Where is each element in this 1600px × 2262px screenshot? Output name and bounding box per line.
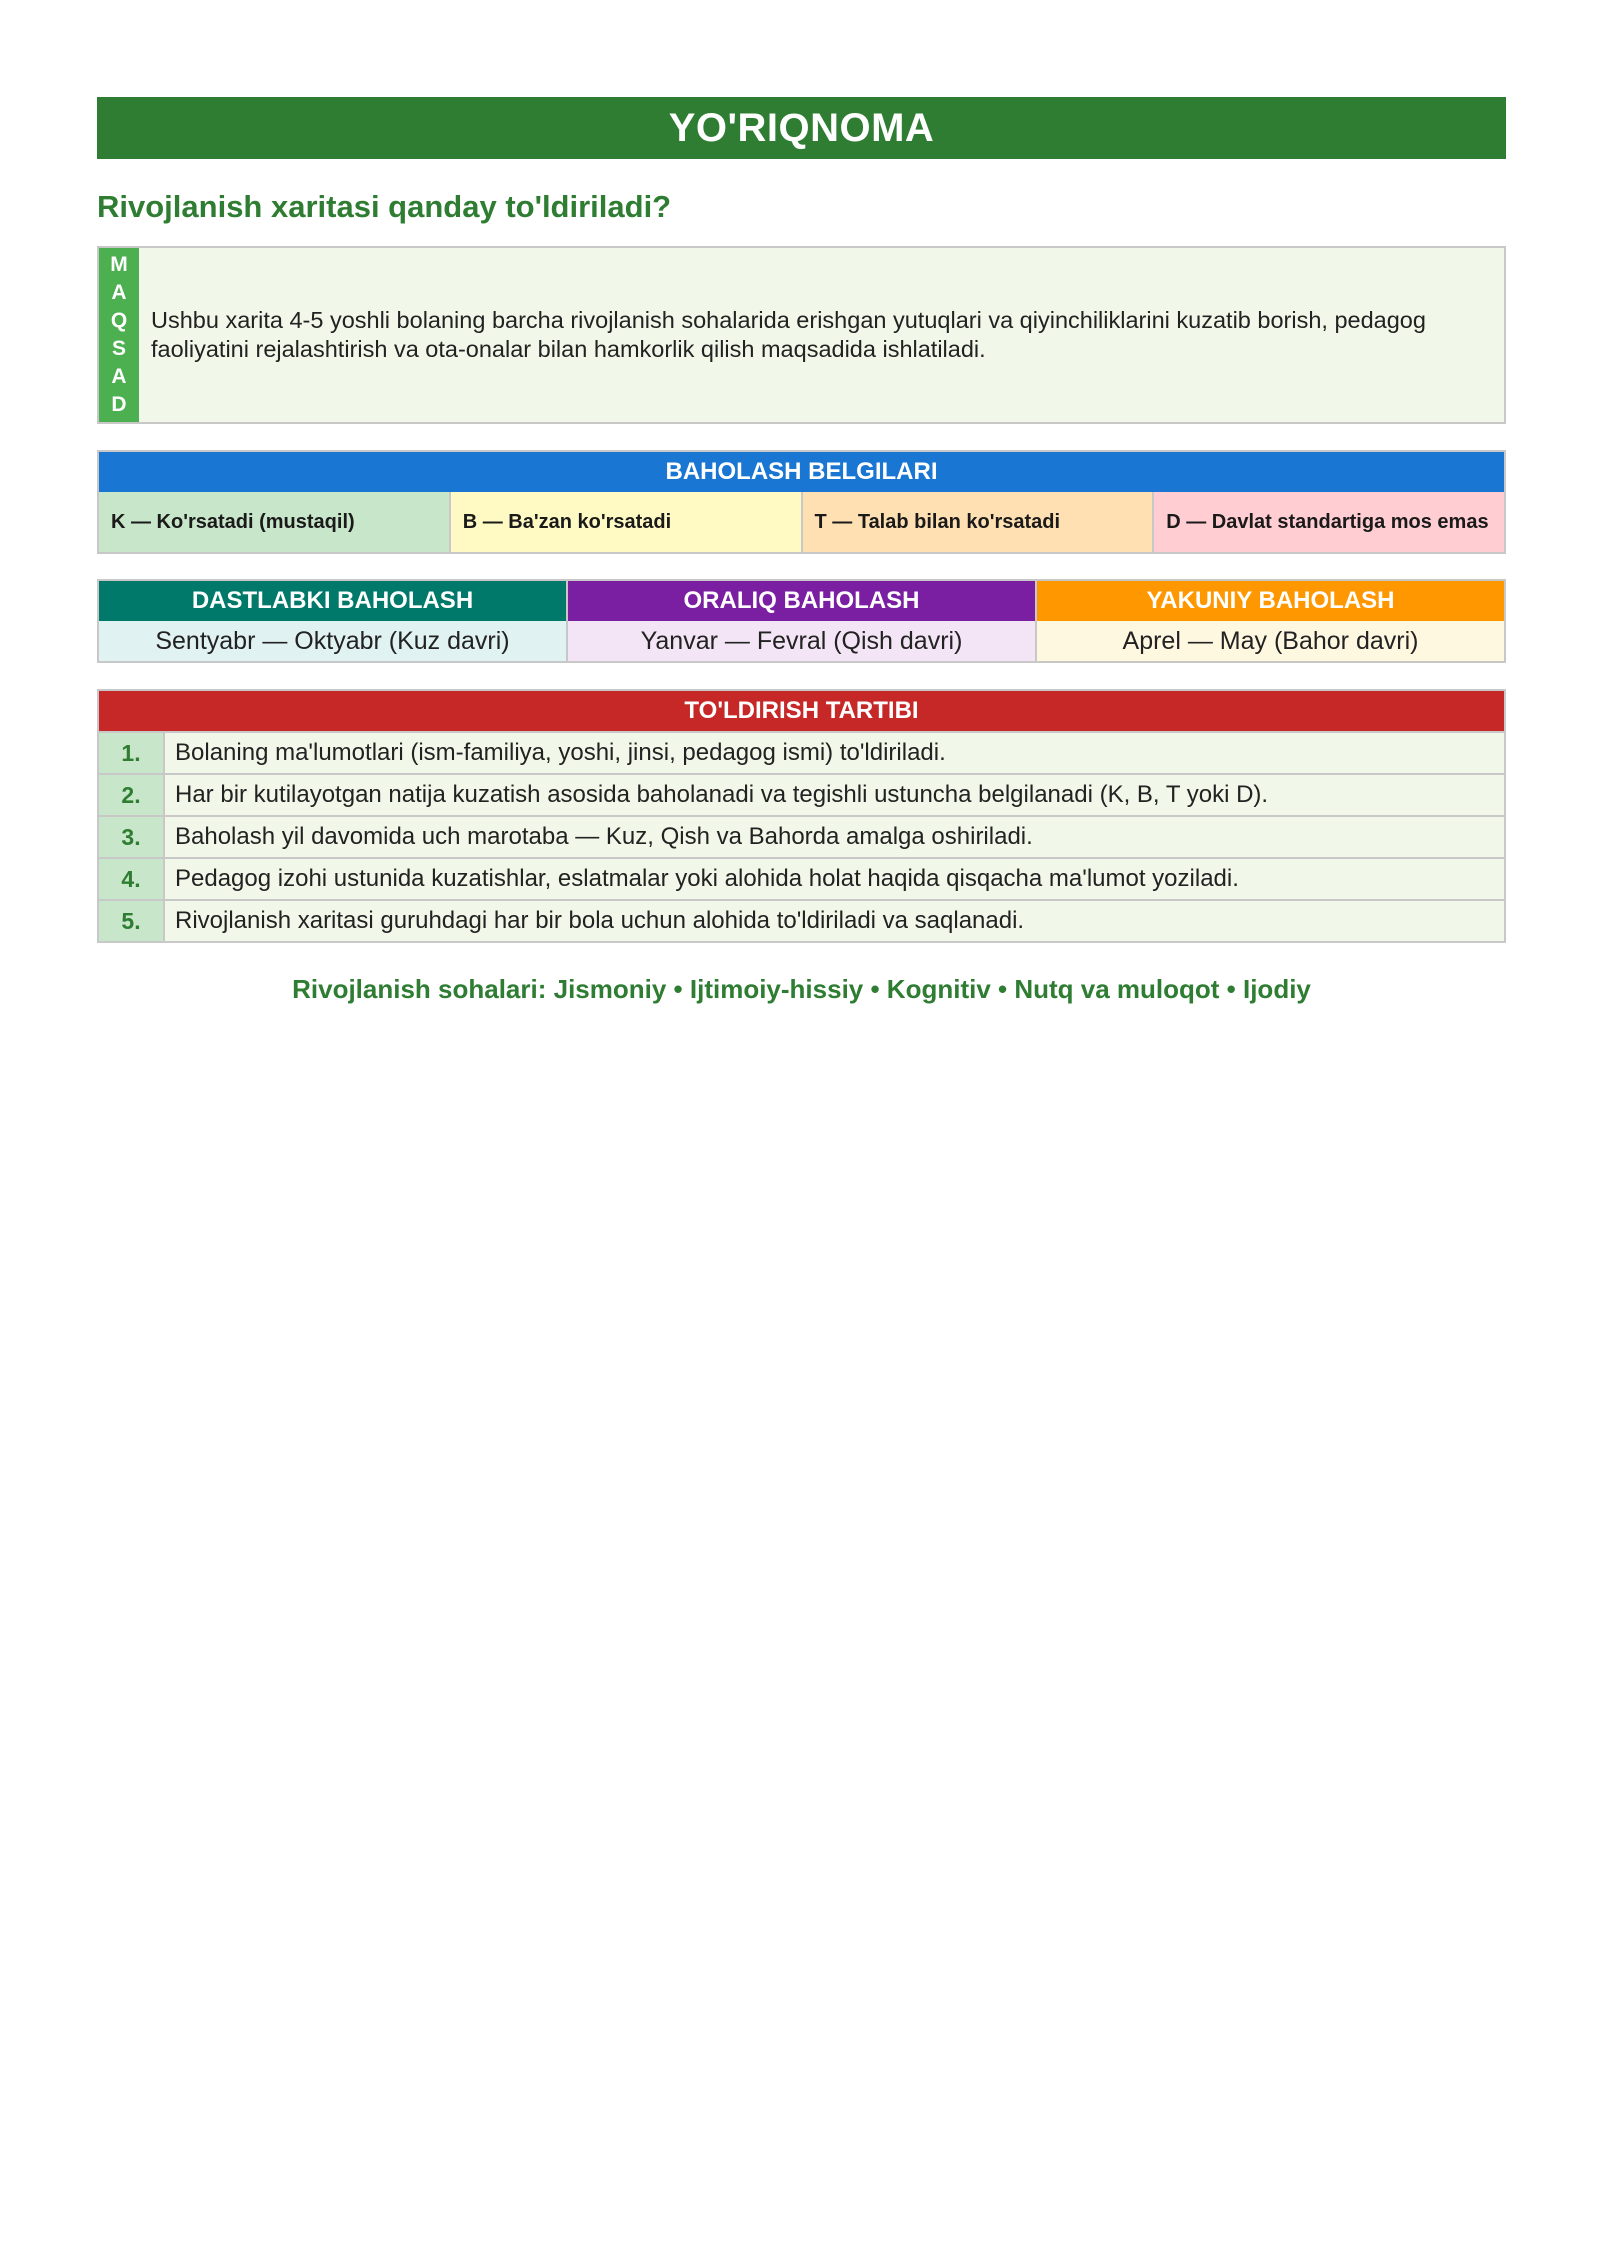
step-row bbox=[99, 899, 1504, 941]
maqsad-letter: A bbox=[111, 365, 127, 388]
maqsad-text: Ushbu xarita 4-5 yoshli bolaning barcha rivojlanish sohalarida erishgan yutuqlari va qiyinchiliklarini kuzatib borish, pedagog faoliyatini rejalashtirish va ota-onalar bilan hamkorlik qilish maqsadida ishlatiladi. bbox=[151, 307, 1426, 362]
development-areas-footer: Rivojlanish sohalari: Jismoniy • Ijtimoiy-hissiy • Kognitiv • Nutq va muloqot • Ijodiy bbox=[292, 974, 1311, 1004]
step-text: Rivojlanish xaritasi guruhdagi har bir bola uchun alohida to'ldiriladi va saqlanadi. bbox=[175, 907, 1025, 934]
step-row bbox=[99, 731, 1504, 773]
maqsad-side-label bbox=[99, 248, 139, 422]
subtitle: Rivojlanish xaritasi qanday to'ldiriladi? bbox=[97, 189, 672, 224]
legend-item-b: B — Ba'zan ko'rsatadi bbox=[451, 492, 803, 552]
step-number: 5. bbox=[99, 901, 165, 941]
period-initial bbox=[99, 581, 568, 661]
period-dates: Aprel — May (Bahor davri) bbox=[1037, 621, 1504, 661]
maqsad-letter: M bbox=[110, 253, 128, 276]
period-dates: Sentyabr — Oktyabr (Kuz davri) bbox=[99, 621, 566, 661]
maqsad-box bbox=[97, 246, 1506, 424]
assessment-periods bbox=[97, 579, 1506, 663]
maqsad-letter: D bbox=[111, 393, 127, 416]
steps-header: TO'LDIRISH TARTIBI bbox=[99, 691, 1504, 731]
step-text: Pedagog izohi ustunida kuzatishlar, eslatmalar yoki alohida holat haqida qisqacha ma'lumot yoziladi. bbox=[175, 865, 1239, 892]
legend-item-t: T — Talab bilan ko'rsatadi bbox=[803, 492, 1155, 552]
step-row bbox=[99, 857, 1504, 899]
period-title: YAKUNIY BAHOLASH bbox=[1037, 581, 1504, 621]
maqsad-letter: A bbox=[111, 281, 127, 304]
period-title: ORALIQ BAHOLASH bbox=[568, 581, 1035, 621]
step-row bbox=[99, 815, 1504, 857]
page-title: YO'RIQNOMA bbox=[668, 105, 935, 150]
step-text: Bolaning ma'lumotlari (ism-familiya, yoshi, jinsi, pedagog ismi) to'ldiriladi. bbox=[175, 739, 946, 766]
steps-table bbox=[97, 689, 1506, 943]
document-content bbox=[97, 97, 1506, 1005]
step-number: 4. bbox=[99, 859, 165, 899]
legend-table bbox=[97, 450, 1506, 554]
step-number: 3. bbox=[99, 817, 165, 857]
period-dates: Yanvar — Fevral (Qish davri) bbox=[568, 621, 1035, 661]
legend-row bbox=[99, 492, 1504, 552]
title-banner bbox=[97, 97, 1506, 159]
step-text: Har bir kutilayotgan natija kuzatish asosida baholanadi va tegishli ustuncha belgilanadi (K, B, T yoki D). bbox=[175, 781, 1269, 808]
period-final bbox=[1037, 581, 1504, 661]
period-intermediate bbox=[568, 581, 1037, 661]
step-row bbox=[99, 773, 1504, 815]
maqsad-letter: S bbox=[111, 337, 126, 360]
step-number: 2. bbox=[99, 775, 165, 815]
step-number: 1. bbox=[99, 733, 165, 773]
legend-header: BAHOLASH BELGILARI bbox=[99, 452, 1504, 492]
legend-item-d: D — Davlat standartiga mos emas bbox=[1154, 492, 1504, 552]
period-title: DASTLABKI BAHOLASH bbox=[99, 581, 566, 621]
step-text: Baholash yil davomida uch marotaba — Kuz, Qish va Bahorda amalga oshiriladi. bbox=[175, 823, 1033, 850]
legend-item-k: K — Ko'rsatadi (mustaqil) bbox=[99, 492, 451, 552]
maqsad-letter: Q bbox=[110, 309, 128, 332]
